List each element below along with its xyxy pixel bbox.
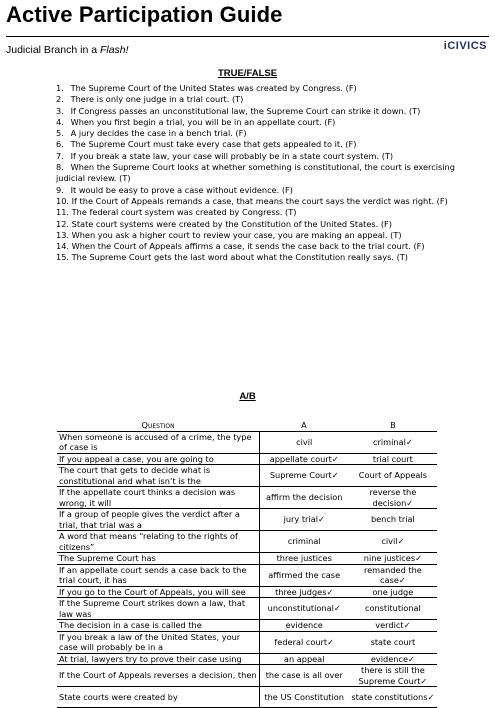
answer-a-cell: an appeal xyxy=(259,653,349,665)
answer-b-cell: remanded the case✓ xyxy=(349,564,437,586)
subtitle-text: Judicial Branch in a xyxy=(6,44,100,56)
answer-b-cell: reverse the decision✓ xyxy=(349,487,437,509)
item-number: 4. xyxy=(56,116,64,127)
ab-table xyxy=(57,420,437,708)
ab-row xyxy=(57,665,437,687)
answer-a-cell: the case is all over xyxy=(259,665,349,687)
item-number: 2. xyxy=(56,94,64,105)
answer-b-cell: trial court xyxy=(349,453,437,465)
item-number: 15. xyxy=(56,252,70,263)
icivics-logo: iCIVICS xyxy=(443,40,487,52)
ab-row xyxy=(57,509,437,531)
ab-row xyxy=(57,431,437,453)
page-subtitle xyxy=(6,44,129,56)
answer-a-cell: Supreme Court✓ xyxy=(259,465,349,487)
truefalse-heading: TRUE/FALSE xyxy=(217,68,278,79)
answer-a-cell: three justices xyxy=(259,553,349,565)
answer-b-cell: bench trial xyxy=(349,509,437,531)
column-question: Question xyxy=(57,420,259,431)
item-text: The Supreme Court must take every case that gets appealed to it. (F) xyxy=(70,139,357,150)
item-text: If Congress passes an unconstitutional law, the Supreme Court can strike it down. (T) xyxy=(70,105,421,116)
item-number: 13. xyxy=(56,229,70,240)
answer-b-cell: verdict✓ xyxy=(349,620,437,632)
page-title: Active Participation Guide xyxy=(6,2,283,27)
answer-b-cell: state court xyxy=(349,631,437,653)
ab-row xyxy=(57,631,437,653)
answer-a-cell: appellate court✓ xyxy=(259,453,349,465)
answer-b-cell: civil✓ xyxy=(349,531,437,553)
ab-row xyxy=(57,553,437,565)
answer-a-cell: criminal xyxy=(259,531,349,553)
item-text: If you break a state law, your case will probably be in a state court system. (T) xyxy=(70,150,394,161)
item-text: When the Court of Appeals affirms a case, it sends the case back to the trial court. (F) xyxy=(71,241,425,252)
column-b: B xyxy=(349,420,437,431)
item-number: 10. xyxy=(56,195,70,206)
answer-a-cell: affirmed the case xyxy=(259,564,349,586)
question-cell: If the Court of Appeals reverses a decision, then xyxy=(57,665,259,687)
ab-heading: A/B xyxy=(239,391,256,402)
item-number: 7. xyxy=(56,150,64,161)
item-number: 1. xyxy=(56,83,64,93)
item-number: 9. xyxy=(56,184,64,195)
item-text: When you ask a higher court to review your case, you are making an appeal. (T) xyxy=(71,229,402,240)
answer-a-cell: three judges✓ xyxy=(259,586,349,598)
ab-row xyxy=(57,687,437,708)
item-text: If the Court of Appeals remands a case, that means the court says the verdict was right. (F) xyxy=(71,195,448,206)
answer-b-cell: one judge xyxy=(349,586,437,598)
column-a: A xyxy=(259,420,349,431)
truefalse-item xyxy=(56,219,486,230)
ab-row xyxy=(57,453,437,465)
question-cell: When someone is accused of a crime, the type of case is xyxy=(57,431,259,453)
question-cell: If the Supreme Court strikes down a law, that law was xyxy=(57,598,259,620)
question-cell: If an appellate court sends a case back to the trial court, it has xyxy=(57,564,259,586)
truefalse-item xyxy=(56,106,486,117)
truefalse-item xyxy=(56,241,486,252)
item-number: 6. xyxy=(56,139,64,150)
subtitle-italic: Flash! xyxy=(99,44,129,56)
ab-row xyxy=(57,531,437,553)
item-number: 8. xyxy=(56,162,64,173)
answer-a-cell: civil xyxy=(259,431,349,453)
ab-row xyxy=(57,620,437,632)
answer-a-cell: federal court✓ xyxy=(259,631,349,653)
truefalse-item xyxy=(56,94,486,105)
question-cell: At trial, lawyers try to prove their case using xyxy=(57,653,259,665)
answer-a-cell: unconstitutional✓ xyxy=(259,598,349,620)
question-cell: The Supreme Court has xyxy=(57,553,259,565)
item-number: 11. xyxy=(56,207,70,218)
truefalse-item xyxy=(56,83,486,94)
truefalse-item xyxy=(56,151,486,162)
item-number: 5. xyxy=(56,128,64,139)
ab-row xyxy=(57,465,437,487)
truefalse-item xyxy=(56,128,486,139)
truefalse-item xyxy=(56,139,486,150)
truefalse-item xyxy=(56,230,486,241)
ab-row xyxy=(57,564,437,586)
ab-header-row xyxy=(57,420,437,431)
truefalse-item xyxy=(56,185,486,196)
header-rule xyxy=(6,36,489,37)
truefalse-item xyxy=(56,252,486,263)
item-text: The Supreme Court of the United States was created by Congress. (F) xyxy=(70,83,357,93)
item-text: The Supreme Court gets the last word about what the Constitution really says. (T) xyxy=(71,252,408,263)
item-text: When the Supreme Court looks at whether something is constitutional, the court is exercising judicial review. (T) xyxy=(56,162,455,184)
question-cell: If you go to the Court of Appeals, you will see xyxy=(57,586,259,598)
truefalse-item xyxy=(56,162,486,185)
item-text: It would be easy to prove a case without evidence. (F) xyxy=(70,184,293,195)
truefalse-item xyxy=(56,117,486,128)
answer-b-cell: evidence✓ xyxy=(349,653,437,665)
question-cell: The decision in a case is called the xyxy=(57,620,259,632)
truefalse-item xyxy=(56,207,486,218)
answer-b-cell: nine justices✓ xyxy=(349,553,437,565)
answer-a-cell: jury trial✓ xyxy=(259,509,349,531)
answer-b-cell: there is still the Supreme Court✓ xyxy=(349,665,437,687)
question-cell: If you appeal a case, you are going to xyxy=(57,453,259,465)
item-text: When you first begin a trial, you will be in an appellate court. (F) xyxy=(70,116,336,127)
item-text: State court systems were created by the Constitution of the United States. (F) xyxy=(71,218,392,229)
answer-b-cell: constitutional xyxy=(349,598,437,620)
item-number: 3. xyxy=(56,105,64,116)
item-text: There is only one judge in a trial court. (T) xyxy=(70,94,244,105)
ab-row xyxy=(57,653,437,665)
ab-row xyxy=(57,598,437,620)
question-cell: If a group of people gives the verdict after a trial, that trial was a xyxy=(57,509,259,531)
answer-a-cell: affirm the decision xyxy=(259,487,349,509)
truefalse-item xyxy=(56,196,486,207)
answer-b-cell: Court of Appeals xyxy=(349,465,437,487)
answer-b-cell: criminal✓ xyxy=(349,431,437,453)
question-cell: If the appellate court thinks a decision was wrong, it will xyxy=(57,487,259,509)
ab-row xyxy=(57,586,437,598)
ab-row xyxy=(57,487,437,509)
question-cell: If you break a law of the United States, your case will probably be in a xyxy=(57,631,259,653)
question-cell: The court that gets to decide what is constitutional and what isn’t is the xyxy=(57,465,259,487)
question-cell: State courts were created by xyxy=(57,687,259,708)
truefalse-list xyxy=(56,83,486,264)
item-number: 12. xyxy=(56,218,70,229)
answer-a-cell: evidence xyxy=(259,620,349,632)
item-text: A jury decides the case in a bench trial. (F) xyxy=(70,128,247,139)
item-number: 14. xyxy=(56,241,70,252)
answer-a-cell: the US Constitution xyxy=(259,687,349,708)
answer-b-cell: state constitutions✓ xyxy=(349,687,437,708)
question-cell: A word that means “relating to the rights of citizens” xyxy=(57,531,259,553)
item-text: The federal court system was created by Congress. (T) xyxy=(71,207,297,218)
